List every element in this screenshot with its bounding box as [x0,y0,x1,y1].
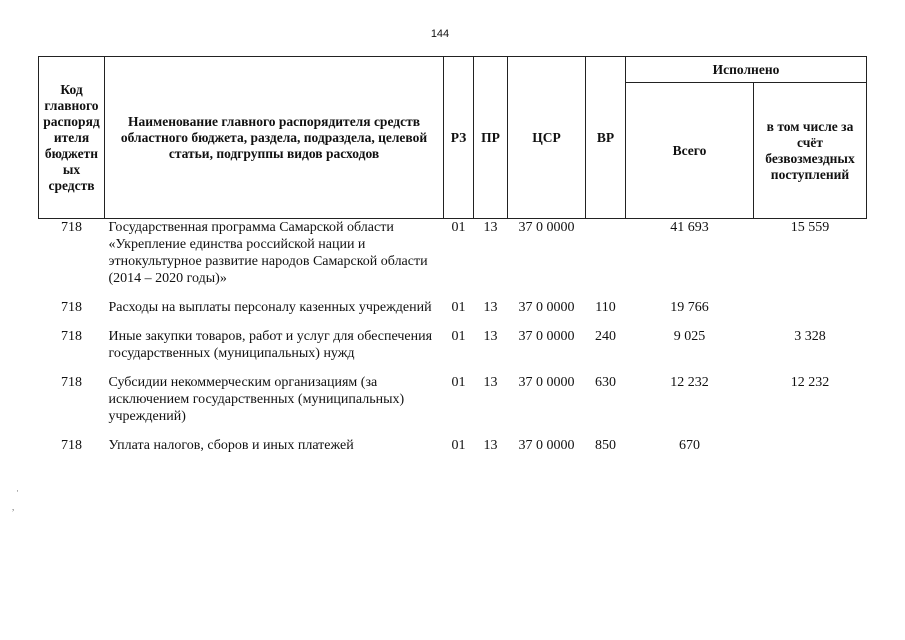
header-pr: ПР [474,57,508,219]
cell-code: 718 [61,300,82,315]
header-rz: РЗ [444,57,474,219]
table-row [39,299,867,328]
cell-pr: 13 [483,220,498,235]
cell-name: Уплата налогов, сборов и иных платежей [108,438,354,453]
page-number: 144 [430,28,450,40]
cell-pr: 13 [483,438,498,453]
cell-code: 718 [61,220,82,235]
header-name: Наименование главного распорядителя средств областного бюджета, раздела, подраздела, целевой статьи, подгруппы видов расходов [105,57,444,219]
cell-csr: 37 0 0000 [518,375,575,390]
cell-csr: 37 0 0000 [518,329,575,344]
header-vr: ВР [586,57,626,219]
table-row [39,328,867,374]
cell-code: 718 [61,438,82,453]
cell-vr [586,219,626,300]
scan-mark: · [16,486,19,496]
table-row [39,374,867,437]
cell-free: 15 559 [790,220,830,235]
header-executed: Исполнено [626,57,867,83]
cell-total: 41 693 [670,220,709,235]
cell-total: 19 766 [670,300,709,315]
cell-free: 12 232 [790,375,830,390]
cell-vr: 850 [595,438,616,453]
cell-total: 12 232 [670,375,709,390]
cell-pr: 13 [483,329,498,344]
header-csr: ЦСР [508,57,586,219]
cell-pr: 13 [483,300,498,315]
cell-vr: 110 [595,300,616,315]
cell-vr: 240 [595,329,616,344]
cell-rz: 01 [451,220,466,235]
header-total: Всего [626,83,754,219]
cell-rz: 01 [451,329,466,344]
cell-csr: 37 0 0000 [518,438,575,453]
cell-code: 718 [61,329,82,344]
cell-code: 718 [61,375,82,390]
cell-name: Расходы на выплаты персоналу казенных учреждений [108,300,432,315]
header-free: в том числе за счёт безвозмездных поступлений [754,83,867,219]
cell-free [754,437,867,466]
cell-free [754,299,867,328]
header-code: Код главного распорядителя бюджетных средств [39,57,105,219]
cell-name: Иные закупки товаров, работ и услуг для обеспечения государственных (муниципальных) нужд [108,329,433,361]
cell-name: Государственная программа Самарской области «Укрепление единства российской нации и этнокультурное развитие народов Самарской области (2014 – 2020 годы)» [108,220,428,286]
cell-rz: 01 [451,375,466,390]
cell-rz: 01 [451,438,466,453]
table-row [39,219,867,300]
table-row [39,437,867,466]
cell-total: 9 025 [673,329,706,344]
cell-name: Субсидии некоммерческим организациям (за исключением государственных (муниципальных) учреждений) [108,375,405,424]
cell-total: 670 [679,438,700,453]
cell-pr: 13 [483,375,498,390]
cell-csr: 37 0 0000 [518,300,575,315]
cell-vr: 630 [595,375,616,390]
cell-free: 3 328 [794,329,826,344]
budget-table [38,56,867,466]
scan-mark: , [12,502,15,512]
cell-csr: 37 0 0000 [518,220,575,235]
table-header [39,57,867,219]
cell-rz: 01 [451,300,466,315]
